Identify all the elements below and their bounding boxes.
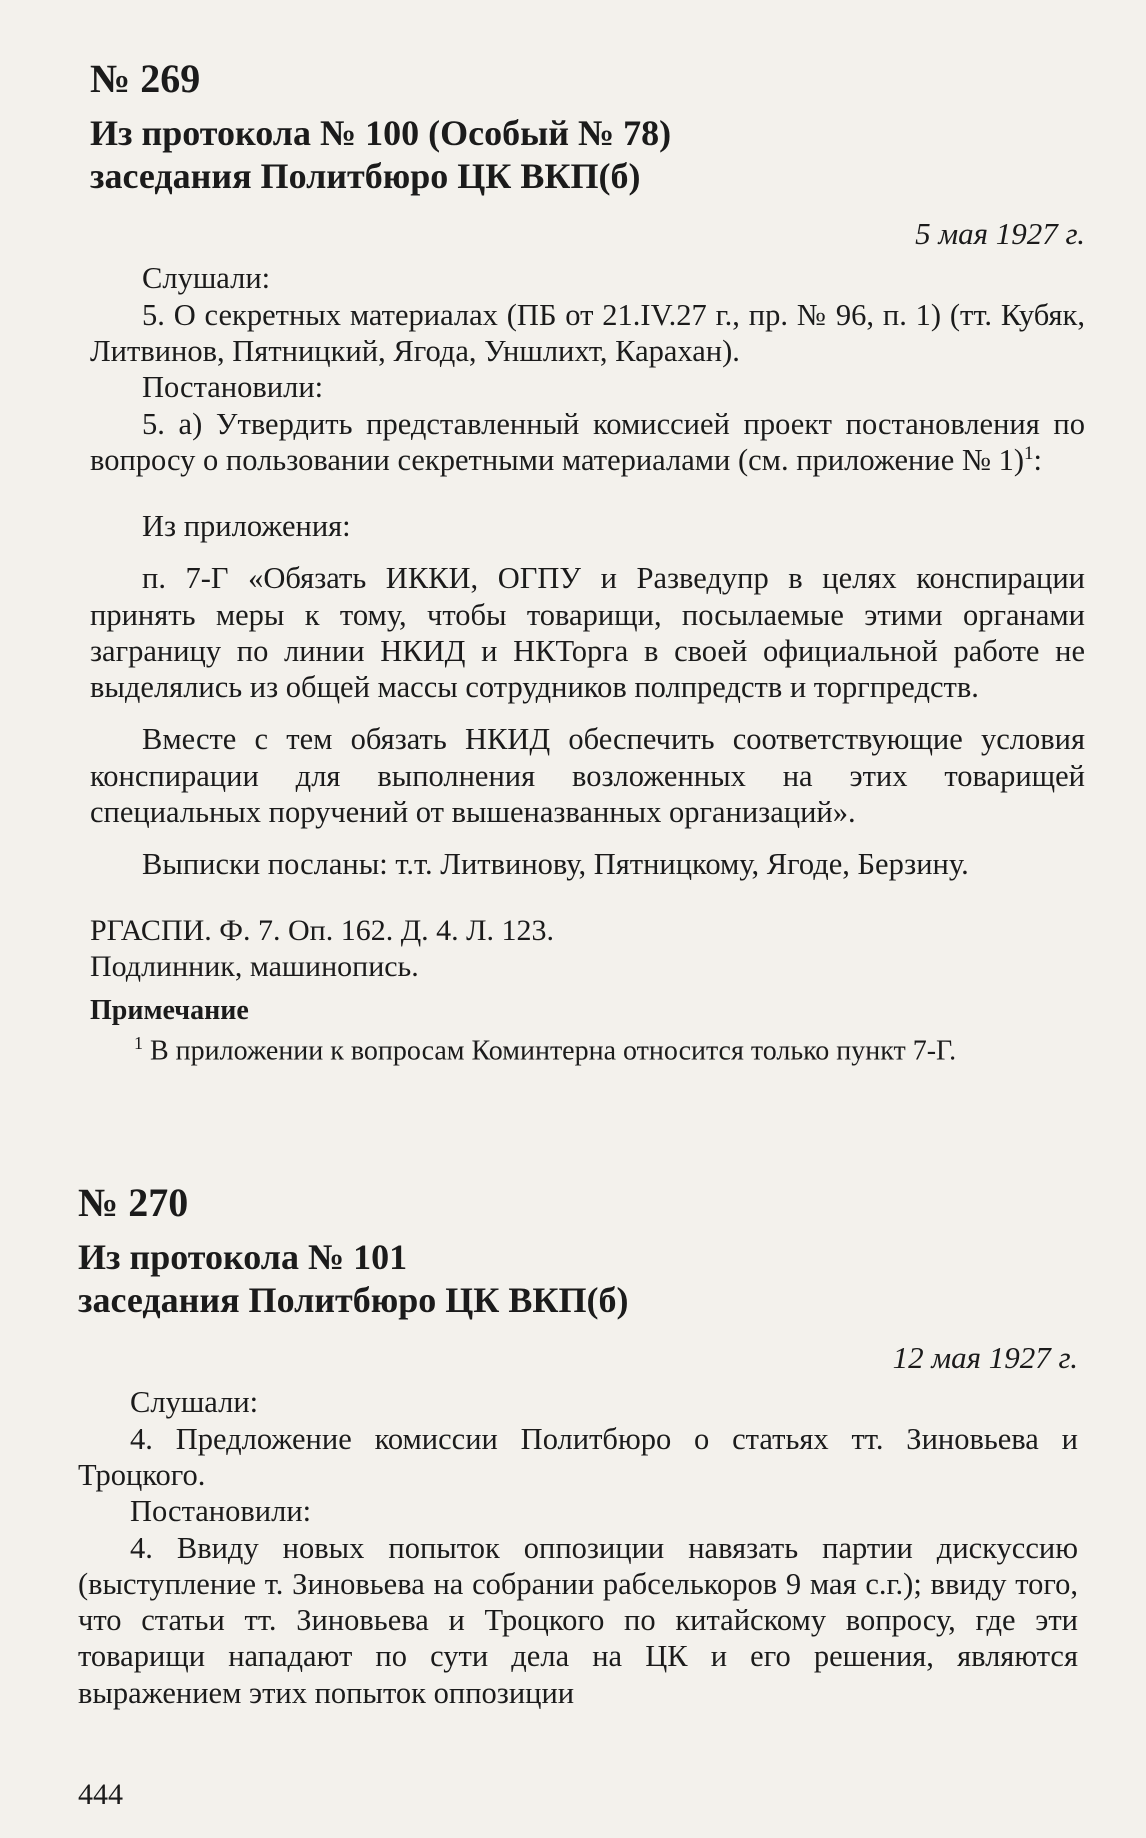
document-date: 12 мая 1927 г. (892, 1340, 1078, 1376)
heard-label: Слушали: (130, 1385, 259, 1420)
document-title (90, 112, 1085, 198)
resolved-text (90, 406, 1085, 479)
appendix-paragraph: п. 7-Г «Обязать ИККИ, ОГПУ и Разведупр в целях конспирации принять меры к тому, чтобы товарищи, посылаемые этими органами заграницу по линии НКИД и НКТорга в своей официальной работе не выделялись из общей массы сотрудников полпредств и торгпредств. (90, 561, 1085, 705)
footnote-text: В приложении к вопросам Коминтерна относится только пункт 7-Г. (150, 1034, 957, 1066)
document-title (78, 1236, 1078, 1322)
appendix-paragraph: Вместе с тем обязать НКИД обеспечить соответствующие условия конспирации для выполнения возложенных на этих товарищей специальных поручений от вышеназванных организаций». (90, 722, 1085, 830)
archive-source (90, 913, 1085, 985)
title-line: заседания Политбюро ЦК ВКП(б) (90, 156, 641, 197)
footnote-mark: 1 (1024, 442, 1034, 464)
footnote (90, 1033, 1085, 1068)
title-line: Из протокола № 100 (Особый № 78) (90, 113, 672, 153)
resolved-text: 4. Ввиду новых попыток оппозиции навязать партии дискуссию (выступление т. Зиновьева на собрании рабселькоров 9 мая с.г.); ввиду того, что статьи тт. Зиновьева и Троцкого по китайскому вопросу, где эти товарищи нападают по сути дела на ЦК и его решения, являются выражением этих попыток оппозиции (78, 1530, 1078, 1710)
title-line: Из протокола № 101 (78, 1237, 408, 1277)
heard-text: 4. Предложение комиссии Политбюро о статьях тт. Зиновьева и Троцкого. (78, 1421, 1078, 1492)
note-heading: Примечание (90, 994, 249, 1026)
document-270 (78, 1180, 1078, 1711)
heard-text: 5. О секретных материалах (ПБ от 21.IV.27 г., пр. № 96, п. 1) (тт. Кубяк, Литвинов, Пятницкий, Ягода, Уншлихт, Карахан). (90, 297, 1085, 368)
resolved-body: 5. а) Утвердить представленный комиссией проект постановления по вопросу о пользовании секретными материалами (см. приложение № 1) (90, 406, 1085, 477)
document-date: 5 мая 1927 г. (915, 216, 1085, 252)
resolved-label: Постановили: (130, 1494, 312, 1529)
heard-label: Слушали: (142, 261, 271, 296)
page-number: 444 (78, 1778, 123, 1811)
resolved-label: Постановили: (142, 370, 324, 405)
document-number: № 269 (90, 56, 201, 101)
appendix-label: Из приложения: (142, 509, 351, 544)
source-line: Подлинник, машинопись. (90, 949, 419, 983)
document-269 (90, 56, 1085, 1068)
document-number: № 270 (78, 1180, 189, 1225)
source-line: РГАСПИ. Ф. 7. Оп. 162. Д. 4. Л. 123. (90, 913, 555, 947)
title-line: заседания Политбюро ЦК ВКП(б) (78, 1280, 629, 1321)
footnote-mark: 1 (134, 1032, 143, 1053)
resolved-tail: : (1033, 442, 1042, 477)
sent-text: Выписки посланы: т.т. Литвинову, Пятницкому, Ягоде, Берзину. (142, 847, 969, 882)
